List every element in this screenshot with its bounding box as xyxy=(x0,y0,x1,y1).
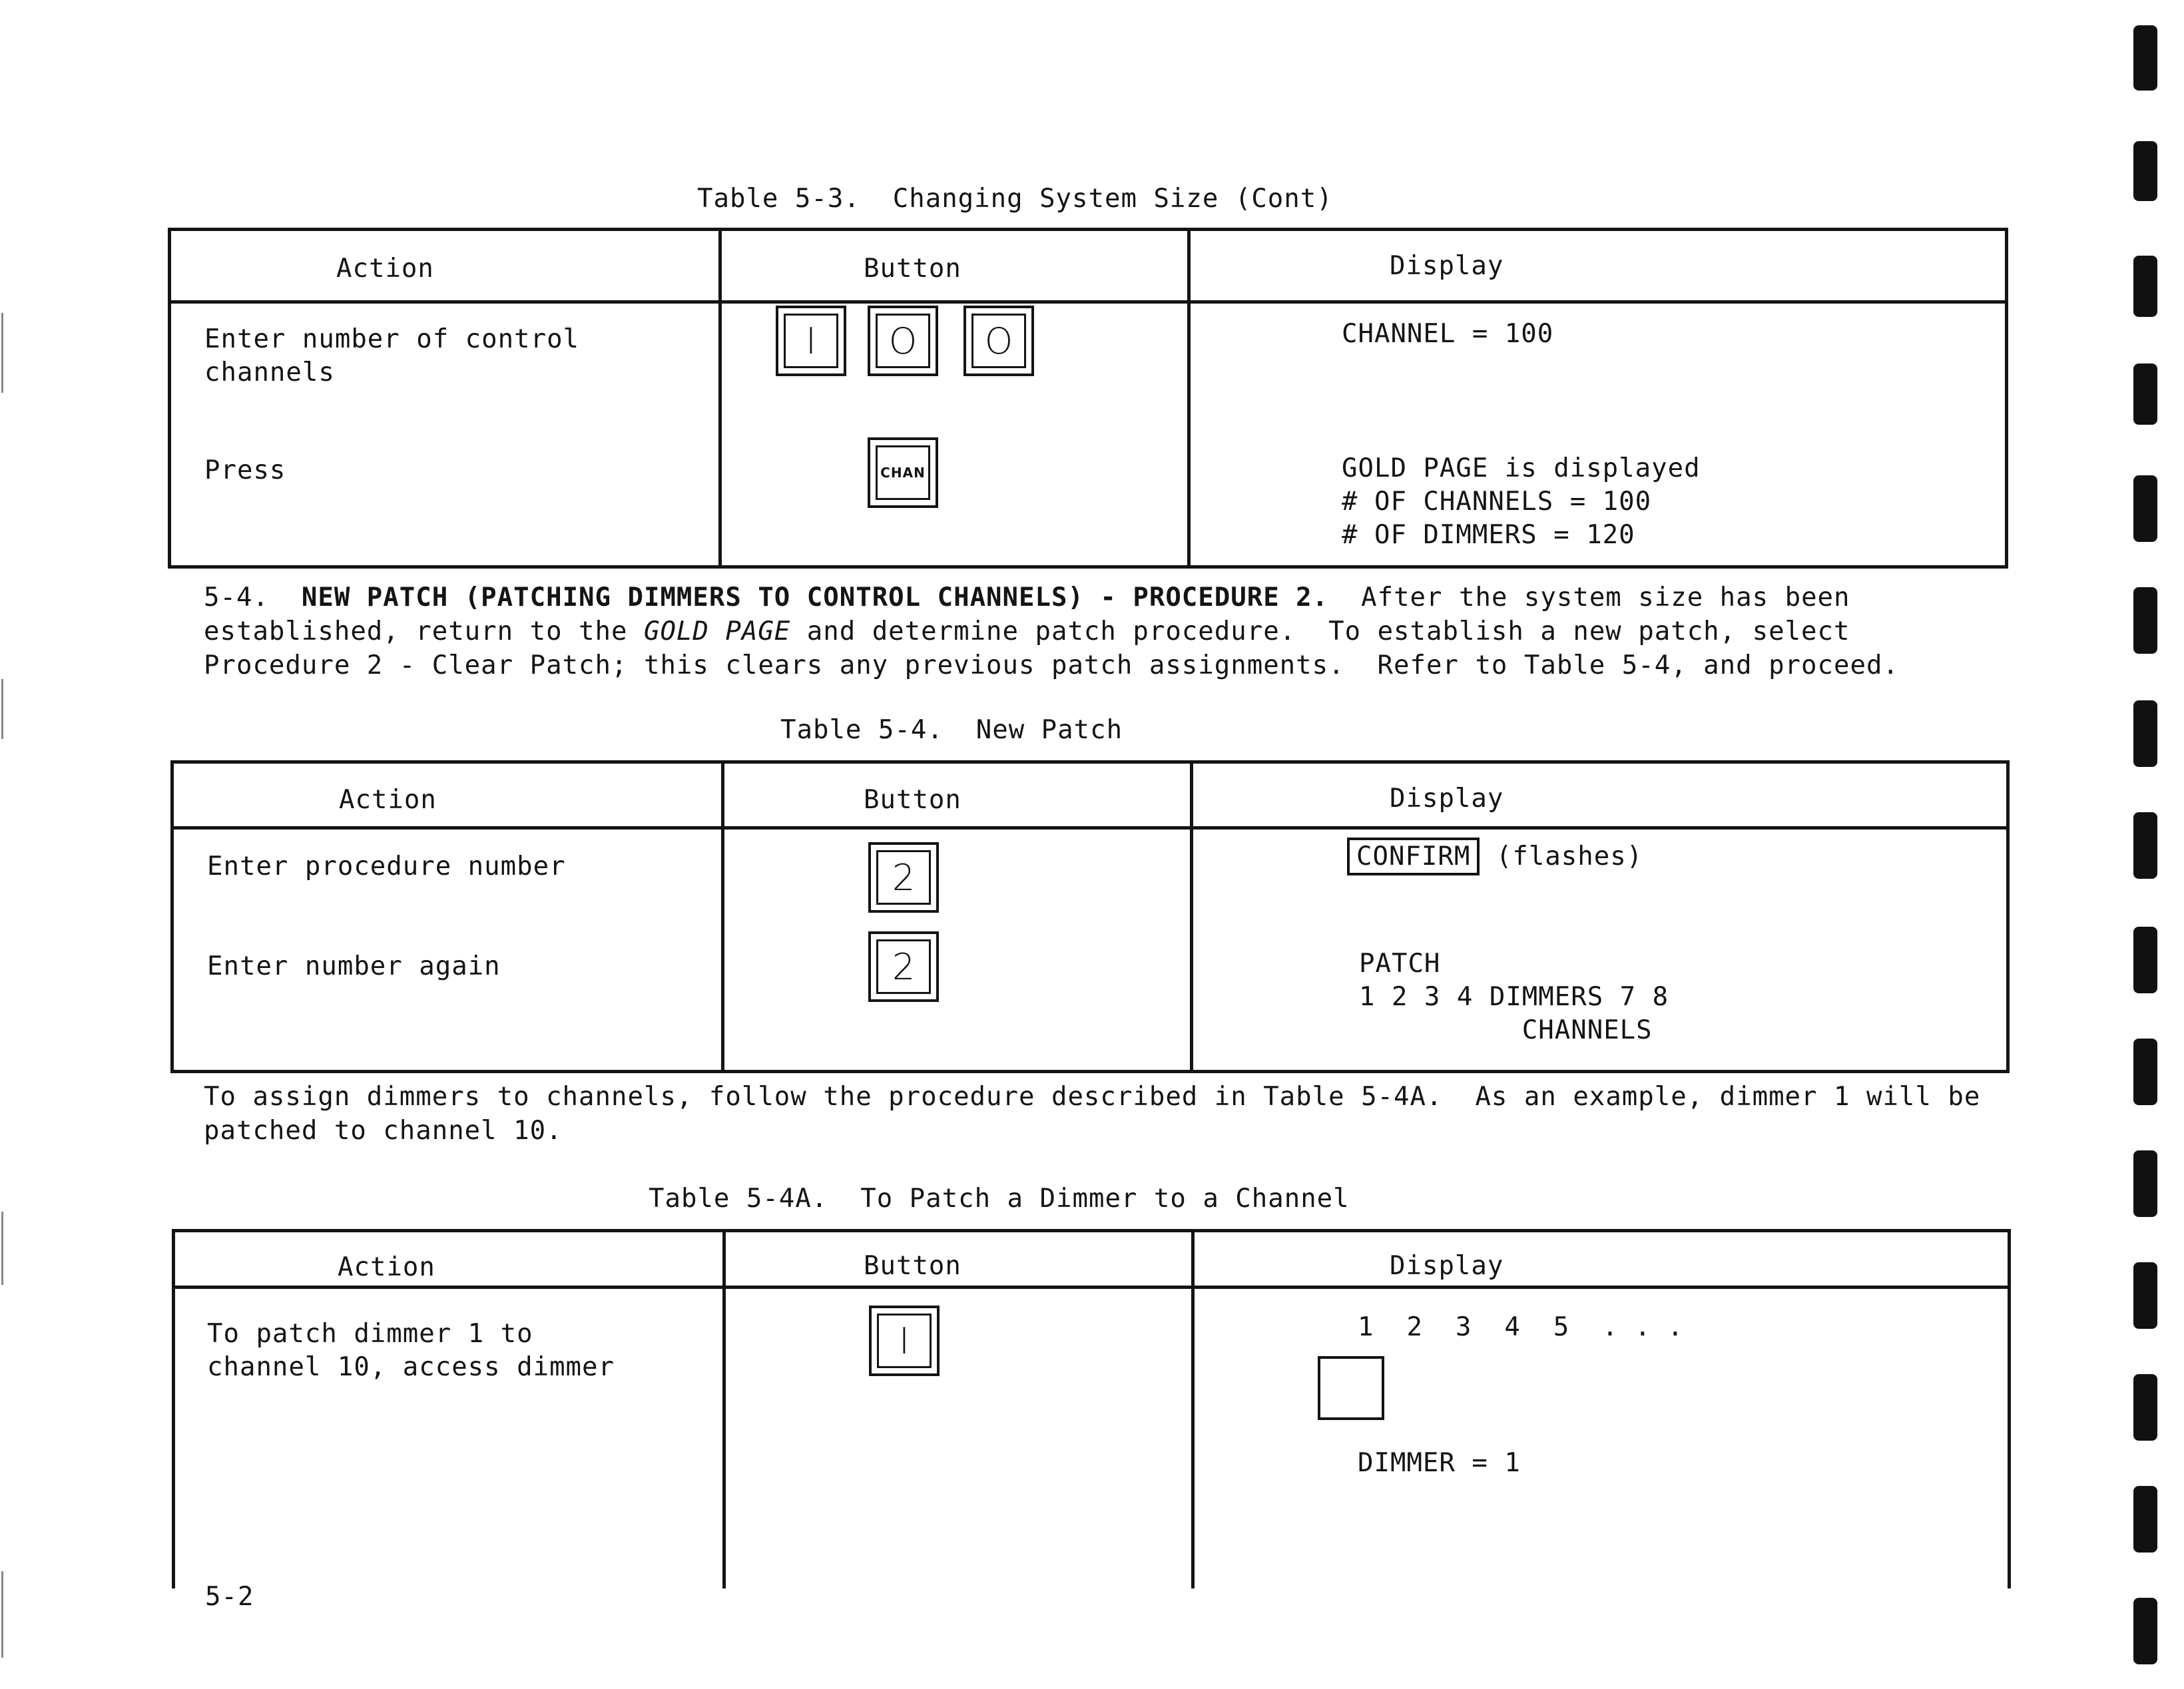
action-enter-procedure: Enter procedure number xyxy=(207,851,566,881)
table-5-4-caption: Table 5-4. New Patch xyxy=(780,715,1123,745)
action-enter-again: Enter number again xyxy=(207,951,501,981)
section-tab-mark xyxy=(2133,587,2157,654)
table-5-3-caption: Table 5-3. Changing System Size (Cont) xyxy=(697,184,1333,214)
header-button: Button xyxy=(864,254,961,284)
display-gold-page: GOLD PAGE is displayed # OF CHANNELS = 100 # OF DIMMERS = 120 xyxy=(1342,453,1701,550)
display-confirm xyxy=(1347,838,1643,875)
section-tab-mark xyxy=(2133,700,2157,767)
display-dimmer-list: 1 2 3 4 5 . . . xyxy=(1358,1312,1684,1342)
dimmer-cursor-box xyxy=(1318,1356,1384,1420)
section-tab-mark xyxy=(2133,1374,2157,1441)
scan-edge-mark xyxy=(1,1571,3,1658)
scan-edge-mark xyxy=(1,313,3,393)
section-number: 5-4. xyxy=(204,583,269,612)
section-text: After the system size has been xyxy=(1361,583,1850,612)
confirm-box: CONFIRM xyxy=(1347,838,1480,875)
section-tab-mark xyxy=(2133,1598,2157,1664)
action-press: Press xyxy=(204,455,286,485)
section-5-4-paragraph xyxy=(204,581,1899,682)
display-channel-value: CHANNEL = 100 xyxy=(1342,319,1554,349)
gold-page-reference: GOLD PAGE xyxy=(643,616,791,646)
section-tab-mark xyxy=(2133,141,2157,201)
key-chan: CHAN xyxy=(868,437,938,508)
section-tab-mark xyxy=(2133,1039,2157,1105)
action-patch-dimmer: To patch dimmer 1 to channel 10, access dimmer xyxy=(207,1319,615,1382)
section-tab-mark xyxy=(2133,927,2157,993)
header-button: Button xyxy=(864,785,961,815)
key-2: 2 xyxy=(868,842,939,913)
scan-edge-mark xyxy=(1,1212,3,1285)
page-number: 5-2 xyxy=(205,1582,254,1612)
column-divider xyxy=(718,231,722,565)
header-action: Action xyxy=(339,785,437,815)
section-text: Procedure 2 - Clear Patch; this clears any previous patch assignments. Refer to Table 5-4, and proceed. xyxy=(204,650,1899,680)
section-tab-mark xyxy=(2133,256,2157,317)
section-tab-mark xyxy=(2133,475,2157,542)
table-5-4a xyxy=(172,1229,2011,1588)
header-button: Button xyxy=(864,1251,961,1281)
column-divider xyxy=(1190,764,1193,1070)
section-text: established, return to the xyxy=(204,616,644,646)
key-2: 2 xyxy=(868,931,939,1002)
flashes-note: (flashes) xyxy=(1496,842,1643,871)
section-text: and determine patch procedure. To establish a new patch, select xyxy=(790,616,1850,646)
section-tab-mark xyxy=(2133,812,2157,879)
key-1: I xyxy=(869,1306,940,1376)
header-display: Display xyxy=(1390,1251,1504,1281)
column-divider xyxy=(1187,231,1191,565)
header-display: Display xyxy=(1390,784,1504,814)
display-dimmer-value: DIMMER = 1 xyxy=(1358,1448,1521,1478)
table-5-4a-caption: Table 5-4A. To Patch a Dimmer to a Channel xyxy=(649,1184,1350,1214)
header-divider xyxy=(174,826,2006,830)
header-action: Action xyxy=(336,254,434,284)
action-enter-channels: Enter number of control channels xyxy=(204,324,580,387)
table-5-3 xyxy=(168,228,2008,569)
key-0: O xyxy=(963,306,1034,376)
header-display: Display xyxy=(1390,251,1504,281)
section-tab-mark xyxy=(2133,25,2157,91)
section-tab-mark xyxy=(2133,1486,2157,1553)
table-5-4 xyxy=(170,760,2010,1073)
section-tab-mark xyxy=(2133,363,2157,425)
key-1: I xyxy=(776,306,846,376)
assign-dimmers-paragraph: To assign dimmers to channels, follow the procedure described in Table 5-4A. As an example, dimmer 1 will be patched to channel 10. xyxy=(204,1082,1981,1146)
header-divider xyxy=(175,1286,2008,1289)
key-0: O xyxy=(868,306,938,376)
column-divider xyxy=(721,764,724,1070)
header-action: Action xyxy=(338,1252,435,1282)
scan-edge-mark xyxy=(1,679,3,739)
section-title: NEW PATCH (PATCHING DIMMERS TO CONTROL CHANNELS) - PROCEDURE 2. xyxy=(301,583,1329,612)
display-patch: PATCH 1 2 3 4 DIMMERS 7 8 CHANNELS xyxy=(1359,949,1669,1045)
header-divider xyxy=(171,300,2005,304)
section-tab-mark xyxy=(2133,1262,2157,1329)
section-tab-mark xyxy=(2133,1150,2157,1217)
